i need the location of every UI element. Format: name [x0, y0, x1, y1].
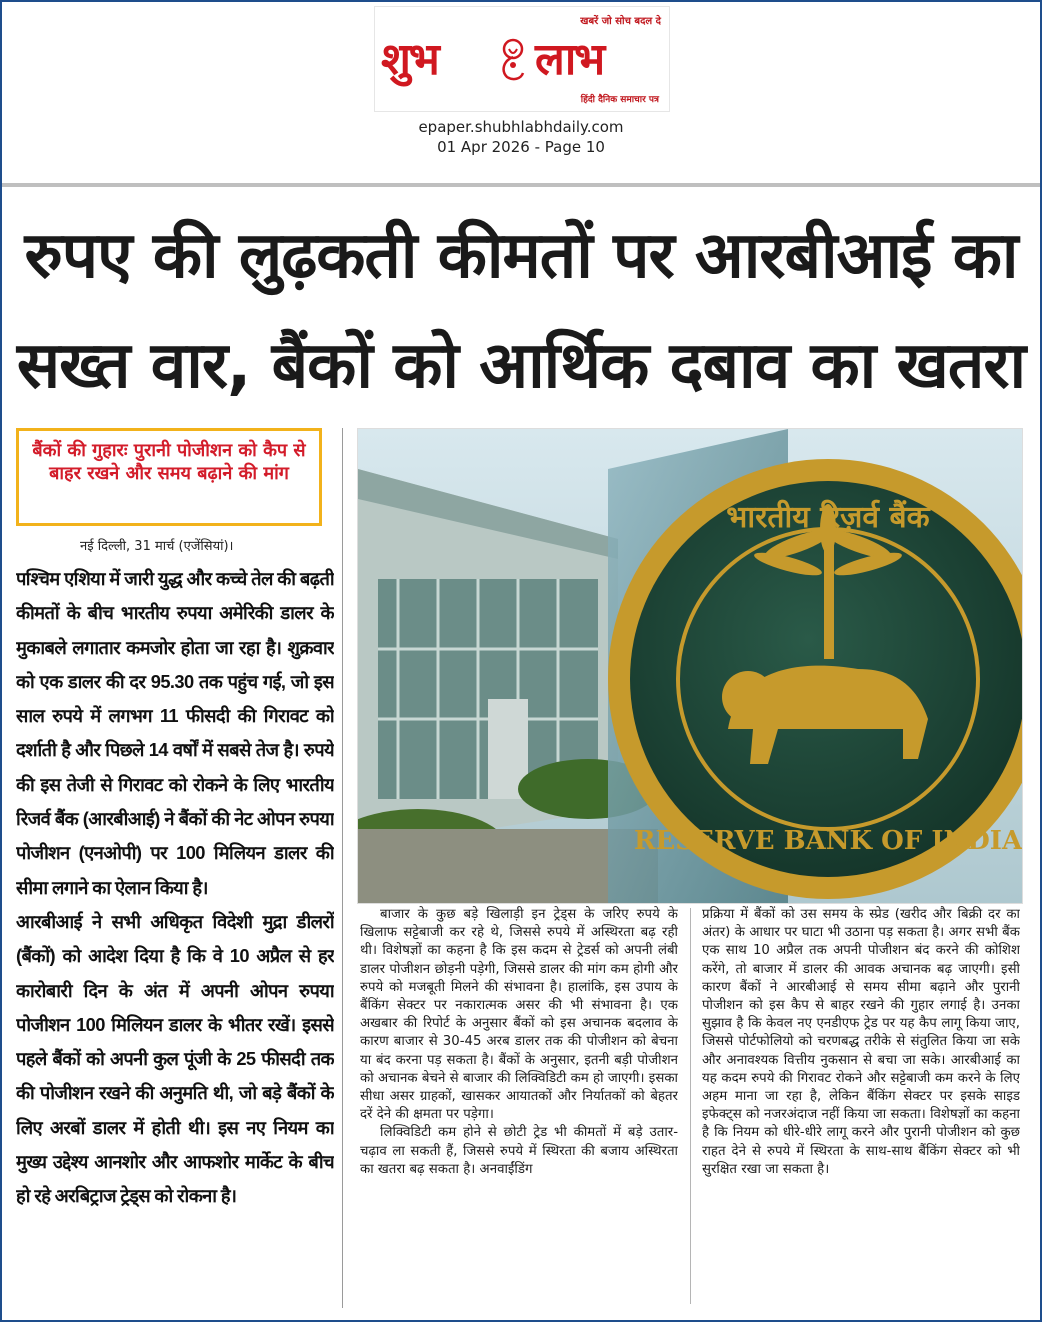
- logo-text-shubh: शुभ: [381, 34, 438, 85]
- masthead-subtag: हिंदी दैनिक समाचार पत्र: [580, 95, 659, 105]
- source-url: epaper.shubhlabhdaily.com: [418, 118, 624, 136]
- article-paragraph: प्रक्रिया में बैंकों को उस समय के स्प्रेड (खरीद और बिक्री दर का अंतर) के आधार पर घाटा भी उठाना पड़ सकता है। अगर सभी बैंक एक साथ 10 अप्रैल तक अपनी पोजीशन बंद करने की कोशिश करेंगे, तो बाजार में डालर की आवक अचानक बढ़ जाएगी। इसी कारण बैंकों ने आरबीआई से समय सीमा बढ़ाने और पुरानी पोजीशन को इस कैप से बाहर रखने की गुहार लगाई है। उनका सुझाव है कि केवल नए एनडीएफ ट्रेड पर यह कैप लागू किया जाए, जिससे पोर्टफोलियो को चरणबद्ध तरीके से संतुलित किया जा सके और अनावश्यक वित्तीय नुकसान से बचा जा सके। आरबीआई का यह कदम रुपये की गिरावट रोकने और सट्टेबाजी कम करने के लिए अहम माना जा रहा है, लेकिन बैंकिंग सेक्टर पर इसके साइड इफेक्ट्स को नजरअंदाज नहीं किया जा सकता। विशेषज्ञों का कहना है कि नियम को धीरे-धीरे लागू करने और पुरानी पोजीशन को कुछ राहत देने से रुपये में स्थिरता के साथ-साथ बैंकिंग सेक्टर को भी सुरक्षित रखा जा सकता है।: [702, 907, 1020, 1177]
- column-rule: [342, 428, 343, 1308]
- article-middle-column: [360, 906, 678, 1306]
- logo-text-labh: लाभ: [535, 34, 604, 85]
- dateline: नई दिल्ली, 31 मार्च (एजेंसियां)।: [80, 539, 234, 554]
- masthead-tagline: खबरें जो सोच बदल दे: [580, 16, 661, 27]
- rbi-emblem-photo-illustration: [358, 429, 1022, 903]
- source-date-page: 01 Apr 2026 - Page 10: [437, 138, 605, 156]
- headline-line-1: रुपए की लुढ़कती कीमतों पर आरबीआई का: [24, 219, 1018, 293]
- article-paragraph: पश्चिम एशिया में जारी युद्ध और कच्चे तेल की बढ़ती कीमतों के बीच भारतीय रुपया अमेरिकी डालर के मुकाबले लगातार कमजोर होता जा रहा है। शुक्रवार को एक डालर की दर 95.30 तक पहुंच गई, जो इस साल रुपये में लगभग 11 फीसदी की गिरावट को दर्शाती है और पिछले 14 वर्षों में सबसे तेज है। रुपये की इस तेजी से गिरावट को रोकने के लिए भारतीय रिजर्व बैंक (आरबीआई) ने बैंकों की नेट ओपन रुपया पोजीशन (एनओपी) पर 100 मिलियन डालर की सीमा लगाने का ऐलान किया है।: [16, 568, 334, 898]
- header-divider: [2, 183, 1040, 187]
- column-rule: [690, 908, 691, 1304]
- article-paragraph: लिक्विडिटी कम होने से छोटी ट्रेड भी कीमतों में बड़े उतार-चढ़ाव ला सकती हैं, जिससे रुपये में स्थिरता की बजाय अस्थिरता का खतरा बढ़ सकता है। अनवाईंडिंग: [360, 1125, 678, 1177]
- subheadline-box: बैंकों की गुहारः पुरानी पोजीशन को कैप से बाहर रखने और समय बढ़ाने की मांग: [16, 428, 322, 526]
- masthead-logo: [374, 6, 670, 112]
- article-right-column: [702, 906, 1020, 1306]
- rbi-building-photo: [357, 428, 1023, 904]
- emblem-text-english: RESERVE BANK OF INDIA: [633, 826, 1022, 856]
- headline-line-2: सख्त वार, बैंकों को आर्थिक दबाव का खतरा: [16, 329, 1026, 403]
- article-paragraph: बाजार के कुछ बड़े खिलाड़ी इन ट्रेड्स के जरिए रुपये के खिलाफ सट्टेबाजी कर रहे थे, जिससे रुपये में अस्थिरता बढ़ रही थी। विशेषज्ञों का कहना है कि इस कदम से ट्रेडर्स को अपनी लंबी डालर पोजीशन छोड़नी पड़ेगी, जिससे डालर की मांग कम होगी और रुपये को मजबूती मिलने की संभावना है। हालांकि, इस उपाय के बैंकिंग सेक्टर पर नकारात्मक असर की भी संभावना है। एक अखबार की रिपोर्ट के अनुसार बैंकों को इस अचानक बदलाव के कारण बाजार से 30-45 अरब डालर तक की पोजीशन को बेचना या बंद करना पड़ सकता है। बैंकों के अनुसार, इतनी बड़ी पोजीशन को अचानक बेचने से बाजार की लिक्विडिटी कम हो जाएगी। इसका सीधा असर ग्राहकों, खासकर आयातकों और निर्यातकों को बेहतर दरें देने की क्षमता पर पड़ेगा।: [360, 907, 678, 1123]
- article-left-column: [16, 562, 334, 1307]
- article-paragraph: आरबीआई ने सभी अधिकृत विदेशी मुद्रा डीलरों (बैंकों) को आदेश दिया है कि वे 10 अप्रैल से हर कारोबारी दिन के अंत में अपनी ओपन रुपया पोजीशन 100 मिलियन डालर के भीतर रखें। इससे पहले बैंकों को अपनी कुल पूंजी के 25 फीसदी तक की पोजीशन रखने की अनुमति थी, जो बड़े बैंकों के लिए अरबों डालर में होती थी। इस नए नियम का मुख्य उद्देश्य आनशोर और आफशोर मार्केट के बीच हो रहे अरबिट्राज ट्रेड्स को रोकना है।: [16, 910, 334, 1207]
- emblem-text-hindi: भारतीय रिज़र्व बैंक: [726, 500, 930, 535]
- ganesha-emblem-icon: [493, 35, 533, 83]
